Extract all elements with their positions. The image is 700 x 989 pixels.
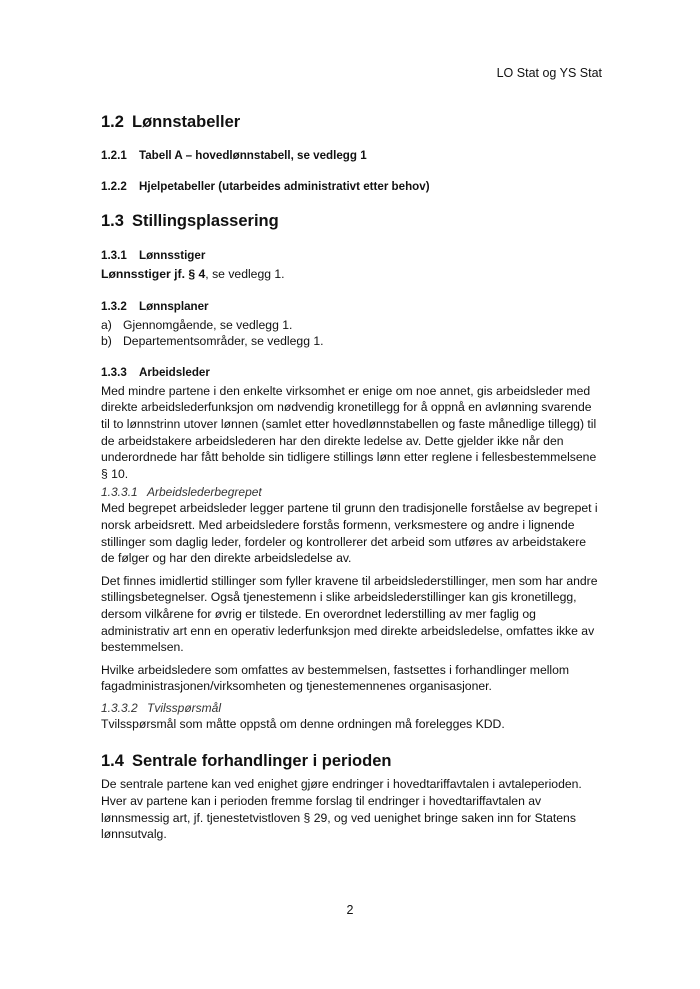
section-heading-1-4 <box>101 750 606 772</box>
text-line: Med begrepet arbeidsleder legger partene til grunn den tradisjonelle forståelse av begrepet i <box>101 501 598 516</box>
text-line: stillingsbetegnelser. Også tjenestemenn i slike arbeidslederstillinger kan gis kronetillegg, <box>101 590 577 605</box>
paragraph-arbeidslederbegrepet-3 <box>101 662 606 695</box>
text-line: de arbeidstakere arbeidslederen har den direkte ledelse av. Dette gjelder ikke når den <box>101 433 564 448</box>
subsection-heading-1-3-3 <box>101 365 606 381</box>
paragraph-arbeidslederbegrepet-1 <box>101 500 606 566</box>
subsubsection-title: Arbeidslederbegrepet <box>147 485 262 500</box>
list-item <box>101 317 606 334</box>
subsection-number: 1.3.2 <box>101 299 127 313</box>
lonnsstiger-text: , se vedlegg 1. <box>205 267 285 281</box>
subsection-number: 1.3.1 <box>101 249 127 262</box>
subsection-title: Tabell A – hovedlønnstabell, se vedlegg 1 <box>139 149 367 162</box>
page-number: 2 <box>346 903 354 917</box>
subsubsection-heading-1-3-3-2 <box>101 700 606 716</box>
subsubsection-number: 1.3.3.2 <box>101 700 138 715</box>
lonnsplaner-list <box>101 317 606 350</box>
subsection-heading-1-3-2 <box>101 299 606 315</box>
text-line: lønnsmessig art, jf. tjenestetvistloven § 29, og ved uenighet bringe saken inn for Statens <box>101 810 576 825</box>
subsection-number: 1.2.1 <box>101 149 127 162</box>
text-line: norsk arbeidsrett. Med arbeidsledere forstås formenn, verksmestere og andre i lignende <box>101 517 575 532</box>
paragraph-arbeidslederbegrepet-2 <box>101 573 606 656</box>
section-number: 1.2 <box>101 113 124 131</box>
header-organization: LO Stat og YS Stat <box>496 66 602 80</box>
subsection-title: Lønnsplaner <box>139 299 209 313</box>
list-item-text: Gjennomgående, se vedlegg 1. <box>123 317 293 332</box>
lonnsstiger-reference: Lønnsstiger jf. § 4 <box>101 267 206 281</box>
section-title: Lønnstabeller <box>132 113 241 131</box>
section-title: Sentrale forhandlinger i perioden <box>132 752 392 771</box>
text-line: dersom vilkårene for øvrig er tilstede. En overordnet lederstilling av mer faglig og <box>101 606 536 621</box>
section-number: 1.3 <box>101 212 124 230</box>
section-title: Stillingsplassering <box>132 212 279 230</box>
text-line: Hver av partene kan i perioden fremme forslag til endringer i hovedtariffavtalen av <box>101 794 542 809</box>
paragraph-sentrale-forhandlinger <box>101 776 606 842</box>
text-line: § 10. <box>101 466 129 481</box>
text-line: bestemmelsen. <box>101 640 184 655</box>
paragraph-arbeidsleder <box>101 383 606 483</box>
text-line: direkte arbeidslederfunksjon om nødvendig kronetillegg for å oppnå en avlønning svarende <box>101 400 592 415</box>
list-item-label: a) <box>101 317 112 332</box>
text-line: underordnede har fått beholde sin tidligere stillings lønn etter reglene i fellesbestemmelsene <box>101 450 597 465</box>
list-item-text: Departementsområder, se vedlegg 1. <box>123 334 324 349</box>
text-line: Det finnes imidlertid stillinger som fyller kravene til arbeidslederstillinger, men som har andre <box>101 573 598 588</box>
text-line: til to lønnstrinn utover lønnen (samlet etter hovedlønnstabellen og faste månedlige tillegg) til <box>101 416 597 431</box>
text-line: de følger og har den direkte arbeidsledelse av. <box>101 551 352 566</box>
subsection-title: Lønnsstiger <box>139 249 206 262</box>
paragraph-tvilssporsmal: Tvilsspørsmål som måtte oppstå om denne ordningen må forelegges KDD. <box>101 716 505 731</box>
list-item-label: b) <box>101 334 112 349</box>
list-item <box>101 333 606 350</box>
text-line: Med mindre partene i den enkelte virksomhet er enige om noe annet, gis arbeidsleder med <box>101 383 591 398</box>
subsection-number: 1.3.3 <box>101 365 127 379</box>
text-line: De sentrale partene kan ved enighet gjøre endringer i hovedtariffavtalen i avtaleperioden. <box>101 777 582 792</box>
section-heading-1-3 <box>101 210 606 232</box>
subsection-heading-1-2-1 <box>101 148 606 164</box>
subsubsection-title: Tvilsspørsmål <box>147 700 221 715</box>
text-line: administrativ art enn en operativ lederfunksjon med direkte arbeidsledelse, omfattes ikke av <box>101 623 595 638</box>
section-heading-1-2 <box>101 111 606 133</box>
subsection-title: Hjelpetabeller (utarbeides administrativt etter behov) <box>139 180 430 193</box>
paragraph-lonnsstiger <box>101 266 606 283</box>
subsection-number: 1.2.2 <box>101 180 127 193</box>
text-line: fagadministrasjonen/virksomheten og tjenestemennenes organisasjoner. <box>101 679 492 694</box>
text-line: Hvilke arbeidsledere som omfattes av bestemmelsen, fastsettes i forhandlinger mellom <box>101 662 570 677</box>
subsection-heading-1-3-1 <box>101 248 606 264</box>
subsection-heading-1-2-2 <box>101 179 606 195</box>
subsubsection-number: 1.3.3.1 <box>101 485 138 500</box>
text-line: lønnsutvalg. <box>101 827 167 842</box>
text-line: stillinger som daglig leder, fordeler og kontrollerer det arbeid som utføres av arbeidstakere <box>101 534 587 549</box>
subsubsection-heading-1-3-3-1 <box>101 484 606 500</box>
page-content <box>101 111 606 843</box>
subsection-title: Arbeidsleder <box>139 365 210 379</box>
section-number: 1.4 <box>101 752 124 771</box>
